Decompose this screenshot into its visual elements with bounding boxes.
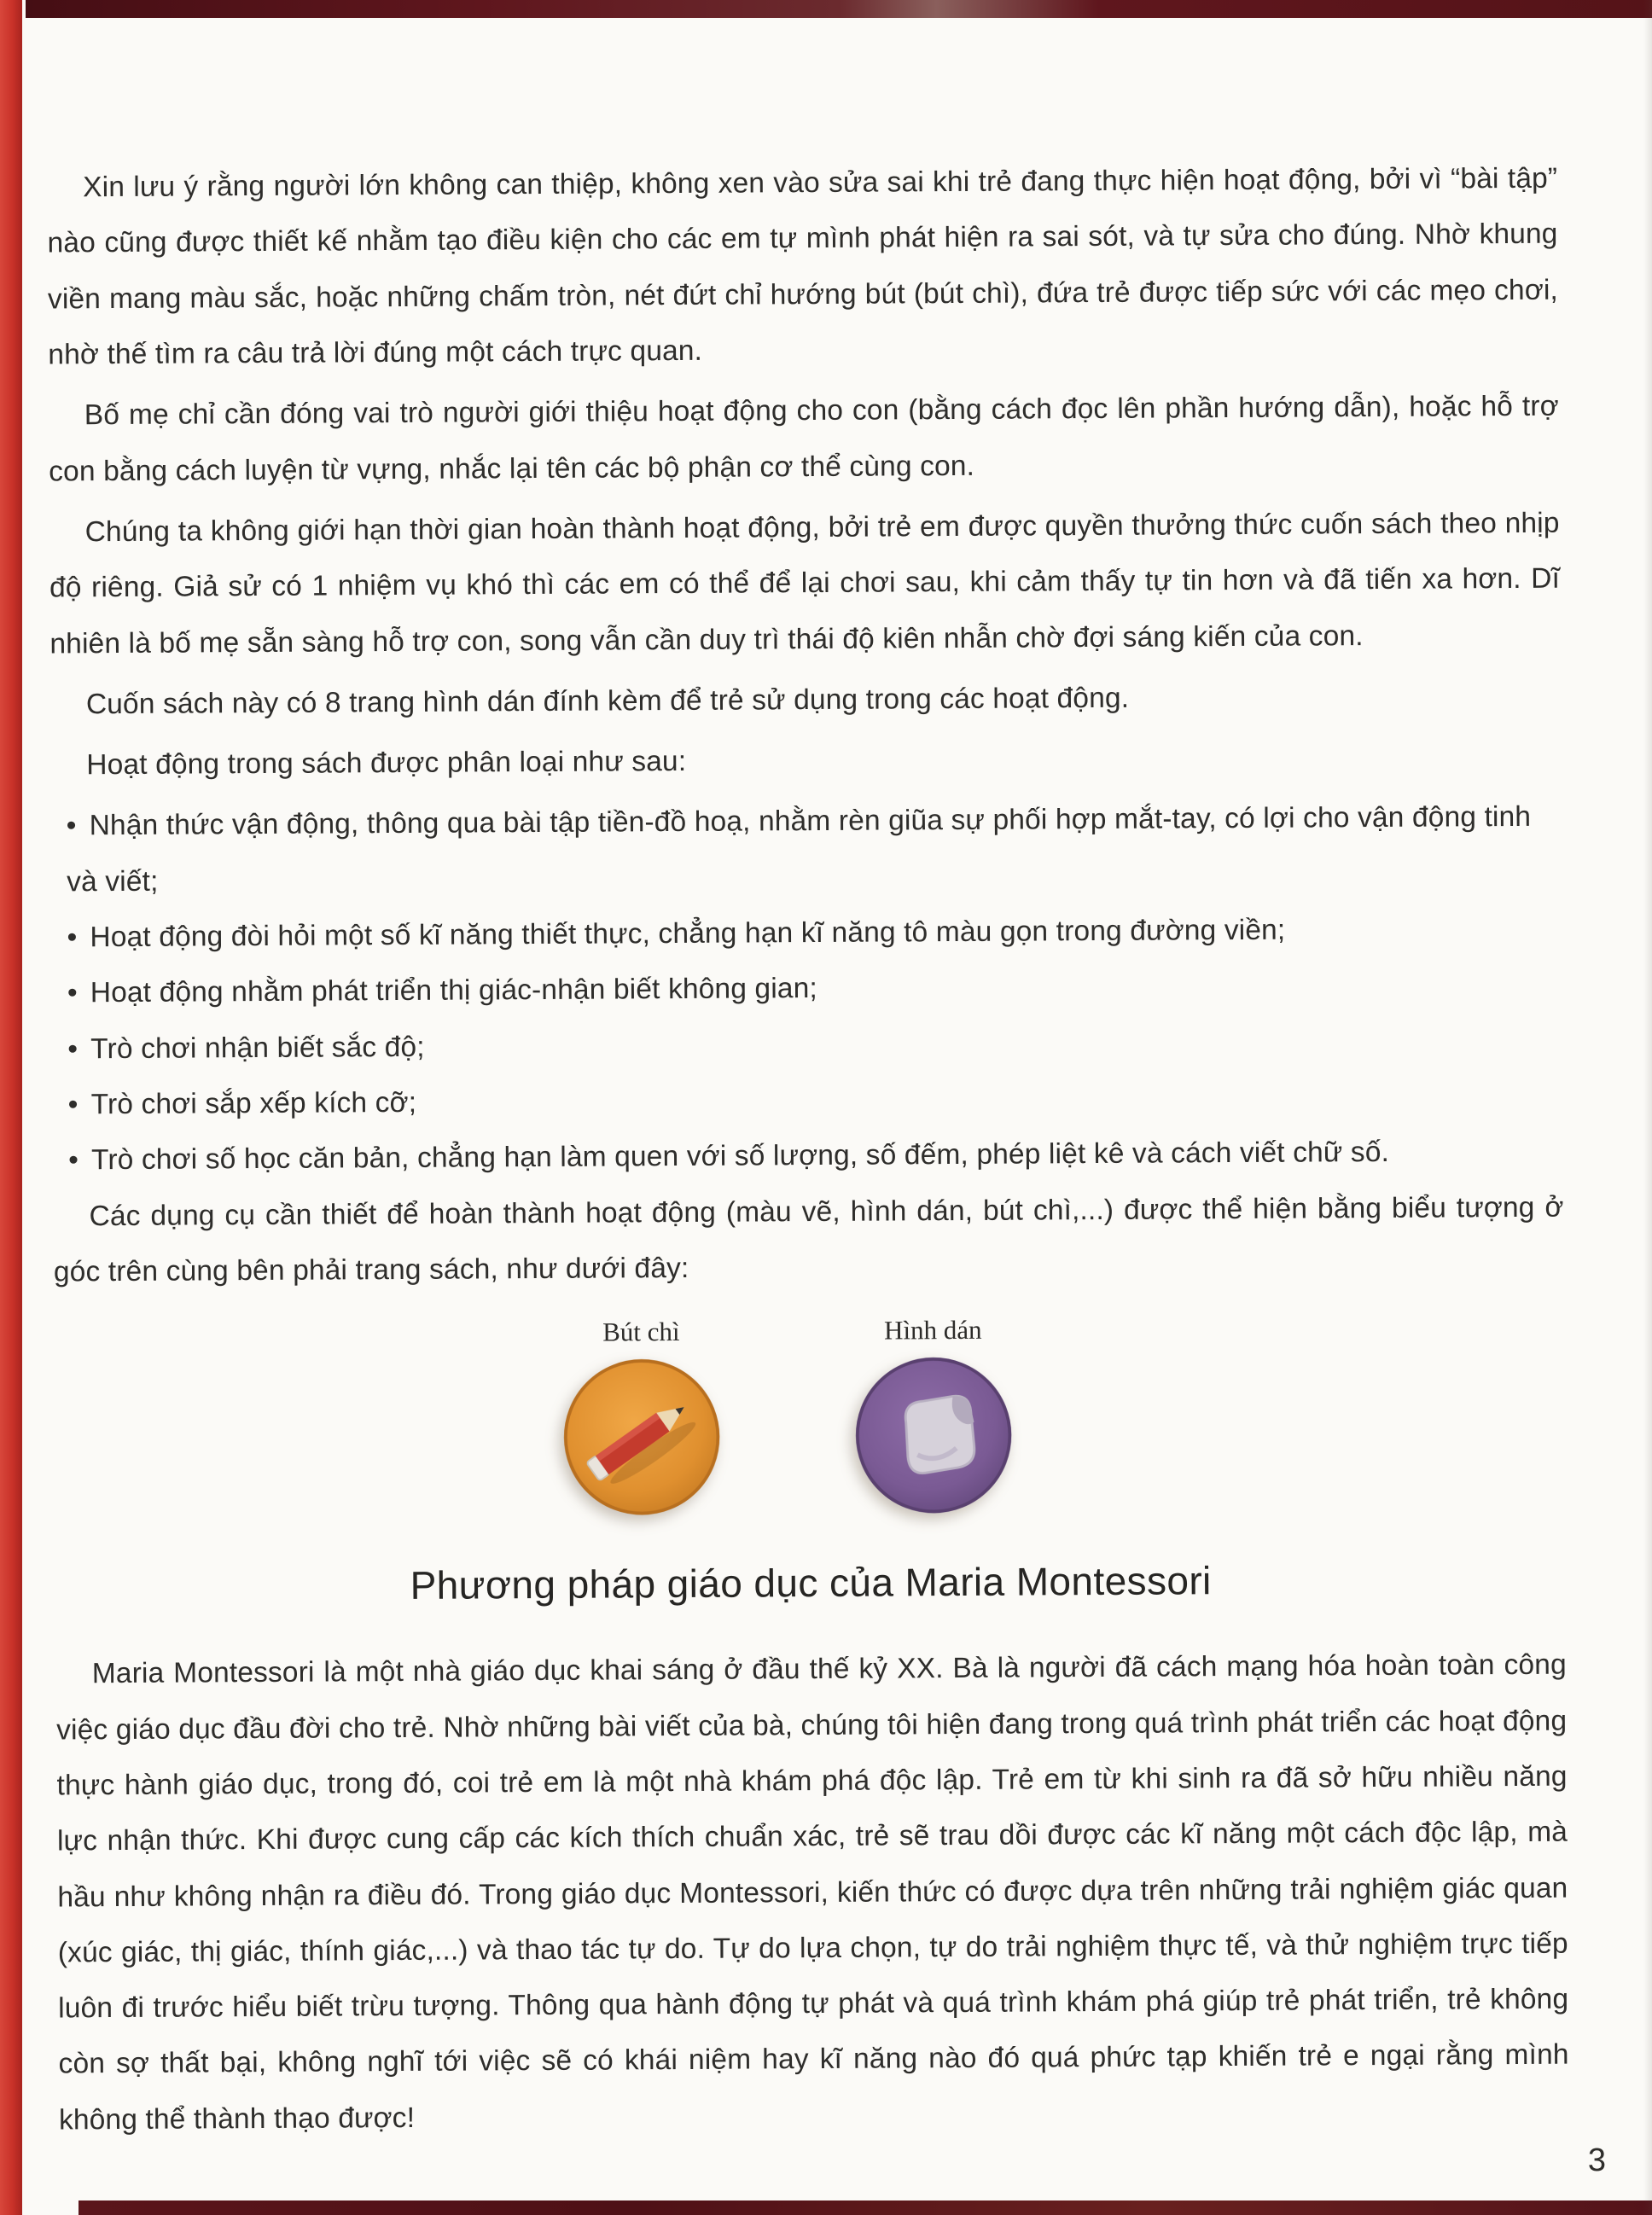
pencil-icon [561, 1356, 724, 1519]
list-item: • Trò chơi số học căn bản, chẳng hạn làm quen với số lượng, số đếm, phép liệt kê và cách viết chữ số. [53, 1124, 1563, 1189]
list-item: • Trò chơi sắp xếp kích cỡ; [53, 1068, 1563, 1133]
paragraph-tools-symbols: Các dụng cụ cần thiết để hoàn thành hoạt động (màu vẽ, hình dán, bút chì,...) được thể hiện bằng biểu tượng ở góc trên cùng bên phải trang sách, như dưới đây: [53, 1191, 1564, 1288]
scan-edge-left [0, 0, 22, 2215]
paragraph-no-interference: Xin lưu ý rằng người lớn không can thiệp, không xen vào sửa sai khi trẻ đang thực hiện hoạt động, bởi vì “bài tập” nào cũng được thiết kế nhằm tạo điều kiện cho các em tự mình phát hiện ra sai sót, và tự sửa cho đúng. Nhờ khung viền mang màu sắc, hoặc những chấm tròn, nét đứt chỉ hướng bút (bút chì), đứa trẻ được tiếp sức với các mẹo chơi, nhờ thế tìm ra câu trả lời đúng một cách trực quan. [47, 162, 1559, 371]
list-item: • Hoạt động nhằm phát triển thị giác-nhận biết không gian; [52, 956, 1562, 1021]
activity-type-list [51, 789, 1564, 1189]
montessori-section-heading: Phương pháp giáo dục của Maria Montessori [410, 1558, 1212, 1608]
page-number: 3 [1587, 2142, 1606, 2178]
scan-edge-bottom [79, 2200, 1652, 2215]
paragraph-sticker-pages: Cuốn sách này có 8 trang hình dán đính kèm để trẻ sử dụng trong các hoạt động. [85, 682, 1130, 721]
paragraph-montessori-method: Maria Montessori là một nhà giáo dục khai sáng ở đầu thế kỷ XX. Bà là người đã cách mạng hóa hoàn toàn công việc giáo dục đầu đời cho trẻ. Nhờ những bài viết của bà, chúng tôi hiện đang trong quá trình phát triển các hoạt động thực hành giáo dục, trong đó, coi trẻ em là một nhà khám phá độc lập. Trẻ em từ khi sinh ra đã sở hữu nhiều năng lực nhận thức. Khi được cung cấp các kích thích chuẩn xác, trẻ sẽ trau dồi được các kĩ năng một cách độc lập, mà hầu như không nhận ra điều đó. Trong giáo dục Montessori, kiến thức có được dựa trên những trải nghiệm giác quan (xúc giác, thị giác, thính giác,...) và thao tác tự do. Tự do lựa chọn, tự do trải nghiệm thực tế, và thử nghiệm trực tiếp luôn đi trước hiểu biết trừu tượng. Thông qua hành động tự phát và quá trình khám phá giúp trẻ phát triển, trẻ không còn sợ thất bại, không nghĩ tới việc sẽ có khái niệm hay kĩ năng nào đó quá phức tạp khiến trẻ e ngại rằng mình không thể thành thạo được! [56, 1648, 1569, 2137]
list-item: • Hoạt động đòi hỏi một số kĩ năng thiết thực, chẳng hạn kĩ năng tô màu gọn trong đường viền; [51, 901, 1562, 966]
pencil-symbol-label: Bút chì [602, 1317, 680, 1347]
pencil-symbol-figure [560, 1317, 723, 1519]
paragraph-parent-role: Bố mẹ chỉ cần đóng vai trò người giới thiệu hoạt động cho con (bằng cách đọc lên phần hướng dẫn), hoặc hỗ trợ con bằng cách luyện từ vựng, nhắc lại tên các bộ phận cơ thể cùng con. [49, 390, 1559, 488]
book-page [24, 0, 1614, 2154]
sticker-icon [852, 1354, 1015, 1517]
sticker-symbol-figure [852, 1315, 1015, 1517]
tool-symbols-row [32, 1311, 1543, 1522]
scan-edge-right-shadow [1643, 0, 1652, 2215]
paragraph-no-time-limit: Chúng ta không giới hạn thời gian hoàn thành hoạt động, bởi trẻ em được quyền thưởng thức cuốn sách theo nhịp độ riêng. Giả sử có 1 nhiệm vụ khó thì các em có thể để lại chơi sau, khi cảm thấy tự tin hơn và đã tiến xa hơn. Dĩ nhiên là bố mẹ sẵn sàng hỗ trợ con, song vẫn cần duy trì thái độ kiên nhẫn chờ đợi sáng kiến của con. [49, 507, 1561, 660]
paragraph-classification-intro: Hoạt động trong sách được phân loại như sau: [86, 746, 687, 782]
list-item: • Trò chơi nhận biết sắc độ; [52, 1012, 1562, 1077]
list-item: • Nhận thức vận động, thông qua bài tập tiền-đồ hoạ, nhằm rèn giũa sự phối hợp mắt-tay, có lợi cho vận động tinh và viết; [51, 789, 1562, 910]
sticker-symbol-label: Hình dán [884, 1315, 982, 1346]
